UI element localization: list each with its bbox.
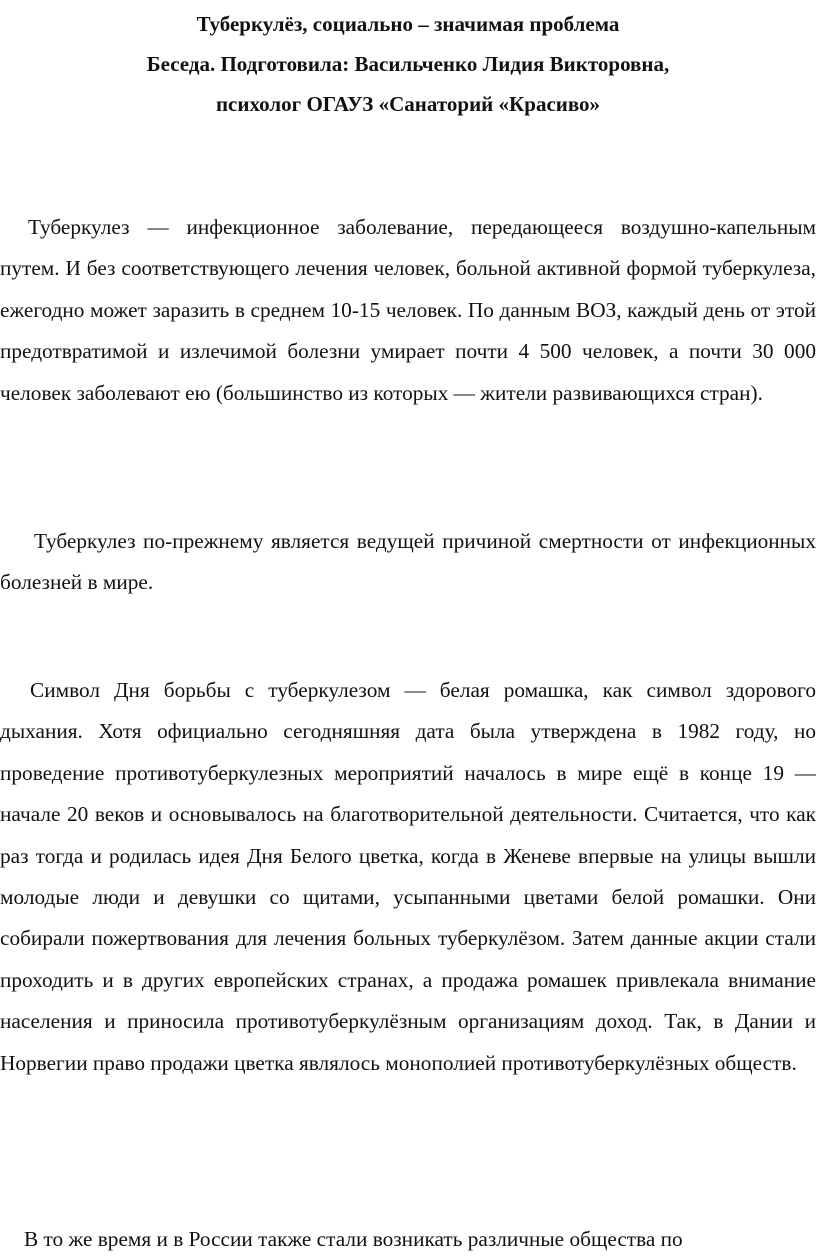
paragraph-leading-cause: Туберкулез по-прежнему является ведущей причиной смертности от инфекционных болезней в мире. (0, 529, 816, 595)
document-header (0, 4, 816, 124)
paragraph-white-daisy-symbol: Символ Дня борьбы с туберкулезом — белая ромашка, как символ здорового дыхания. Хотя официально сегодняшняя дата была утверждена в 1982 году, но проведение противотуберкулезных мероприятий началось в мире ещё в конце 19 — начале 20 веков и основывалось на благотворительной деятельности. Считается, что как раз тогда и родилась идея Дня Белого цветка, когда в Женеве впервые на улицы вышли молодые люди и девушки со щитами, усыпанными цветами белой ромашки. Они собирали пожертвования для лечения больных туберкулёзом. Затем данные акции стали проходить и в других европейских странах, а продажа ромашек привлекала внимание населения и приносила противотуберкулёзным организациям доход. Так, в Дании и Норвегии право продажи цветка являлось монополией противотуберкулёзных обществ. (0, 678, 816, 1075)
document-title: Туберкулёз, социально – значимая проблема (196, 12, 620, 36)
author-position: психолог ОГАУЗ «Санаторий «Красиво» (215, 92, 601, 116)
paragraph-tb-definition: Туберкулез — инфекционное заболевание, передающееся воздушно-капельным путем. И без соответствующего лечения человек, больной активной формой туберкулеза, ежегодно может заразить в среднем 10-15 человек. По данным ВОЗ, каждый день от этой предотвратимой и излечимой болезни умирает почти 4 500 человек, а почти 30 000 человек заболевают ею (большинство из которых — жители развивающихся стран). (0, 215, 816, 405)
document-subtitle: Беседа. Подготовила: Васильченко Лидия Викторовна, (146, 52, 670, 76)
paragraph-russia-societies: В то же время и в России также стали возникать различные общества по (24, 1227, 683, 1251)
